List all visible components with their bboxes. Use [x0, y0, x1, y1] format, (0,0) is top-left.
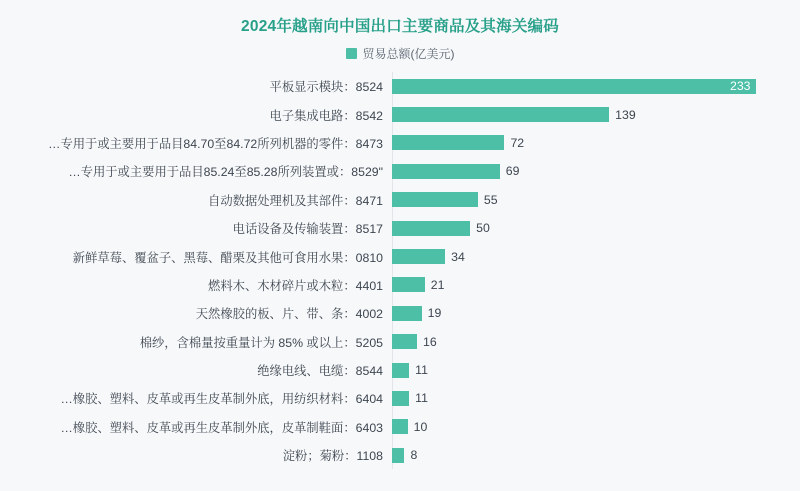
bar[interactable] [392, 448, 404, 463]
bar-track [392, 441, 800, 469]
category-label: 8524：平板显示模块 [269, 80, 383, 95]
category-label: 5205：棉纱，含棉量按重量计为 85% 或以上 [139, 335, 383, 350]
bar-track [392, 271, 800, 299]
bar-value-label: 139 [615, 107, 636, 122]
legend-label: 贸易总额(亿美元) [362, 47, 455, 61]
bar[interactable] [392, 306, 422, 321]
bar-track [392, 186, 800, 214]
category-label: 0810：新鲜草莓、覆盆子、黑莓、醋栗及其他可食用水果 [72, 250, 383, 265]
category-label: "8529：专用于或主要用于品目85.24至85.28所列装置或… [68, 165, 383, 180]
bar-value-label: 72 [510, 135, 525, 150]
chart-legend [0, 45, 800, 62]
category-label: 8471：自动数据处理机及其部件 [208, 193, 383, 208]
bar-value-label: 50 [476, 221, 490, 236]
bar-row [0, 214, 800, 242]
bar-plot-area [0, 72, 800, 469]
bar-track [392, 384, 800, 412]
bar-row [0, 186, 800, 214]
category-label: 4002：天然橡胶的板、片、带、条 [195, 307, 383, 322]
category-label: 4401：燃料木、木材碎片或木粒 [208, 278, 383, 293]
bar-track [392, 413, 800, 441]
bar-value-label: 10 [413, 419, 428, 434]
bar[interactable] [392, 363, 409, 378]
bar[interactable] [392, 391, 409, 406]
bar-row [0, 413, 800, 441]
bar-row [0, 441, 800, 469]
bar[interactable] [392, 334, 417, 349]
bar-row [0, 242, 800, 270]
bar[interactable] [392, 192, 478, 207]
bar-value-label: 69 [505, 164, 520, 179]
bar-value-label: 11 [415, 391, 428, 406]
bar[interactable] [392, 135, 504, 150]
category-label: 1108：淀粉；菊粉 [282, 449, 383, 464]
bar-track [392, 242, 800, 270]
bar-track [392, 328, 800, 356]
bar-row [0, 72, 800, 100]
bar-track [392, 157, 800, 185]
bar-row [0, 129, 800, 157]
bar[interactable] [392, 107, 609, 122]
bar-row [0, 100, 800, 128]
legend-swatch-icon [346, 48, 357, 59]
bar-value-label: 55 [483, 192, 498, 207]
bar-track [392, 100, 800, 128]
bar-value-label: 233 [730, 79, 751, 94]
bar[interactable] [392, 419, 408, 434]
bar[interactable] [392, 79, 756, 94]
category-label: 8544：绝缘电线、电缆 [257, 364, 383, 379]
bar-row [0, 299, 800, 327]
bar-value-label: 34 [451, 249, 465, 264]
bar-value-label: 11 [415, 363, 428, 378]
bar-value-label: 21 [430, 277, 445, 292]
bar-row [0, 356, 800, 384]
category-label: 8517：电话设备及传输装置 [232, 222, 383, 237]
bar-row [0, 271, 800, 299]
bar-row [0, 157, 800, 185]
bar-value-label: 8 [410, 448, 418, 463]
category-label: 8473：专用于或主要用于品目84.70至84.72所列机器的零件… [48, 136, 383, 151]
bar[interactable] [392, 249, 445, 264]
chart-title: 2024年越南向中国出口主要商品及其海关编码 [241, 18, 559, 35]
bar-row [0, 328, 800, 356]
bar-value-label: 16 [422, 334, 437, 349]
bar-track [392, 356, 800, 384]
bar-track [392, 299, 800, 327]
bar-track [392, 129, 800, 157]
bar[interactable] [392, 164, 500, 179]
category-label: 6403：橡胶、塑料、皮革或再生皮革制外底，皮革制鞋面… [60, 420, 383, 435]
bar-track [392, 214, 800, 242]
bar-row [0, 384, 800, 412]
category-label: 8542：电子集成电路 [269, 108, 383, 123]
category-label: 6404：橡胶、塑料、皮革或再生皮革制外底，用纺织材料… [60, 392, 383, 407]
bar[interactable] [392, 221, 470, 236]
bar-track [392, 72, 800, 100]
bar-value-label: 19 [427, 306, 442, 321]
bar[interactable] [392, 277, 425, 292]
